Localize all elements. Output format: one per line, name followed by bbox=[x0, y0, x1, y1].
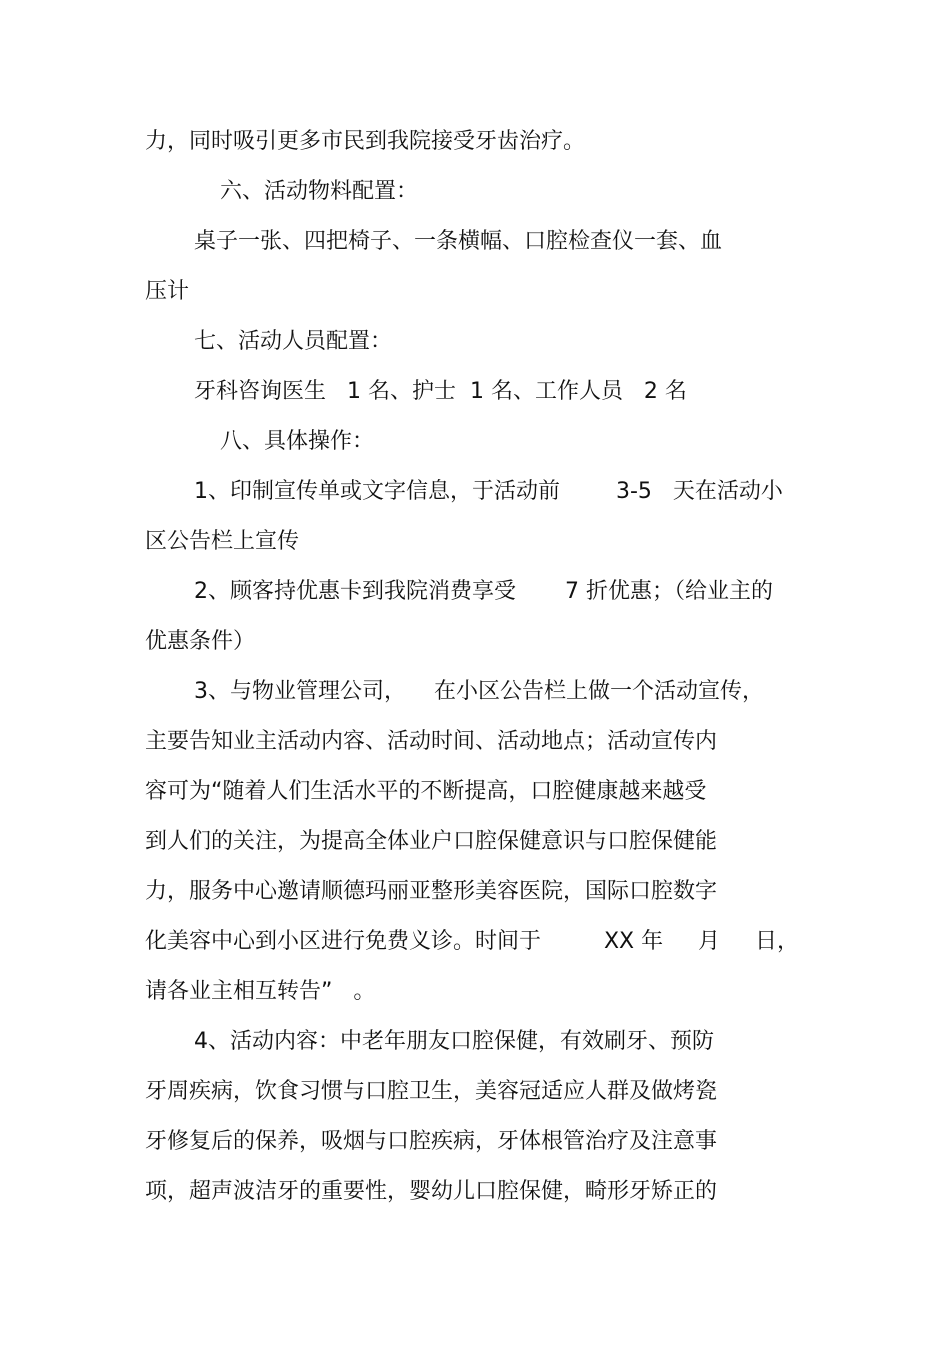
section-heading-7: 七、活动人员配置： bbox=[194, 329, 393, 354]
section-heading-6: 六、活动物料配置： bbox=[220, 179, 419, 204]
text-line-9: 区公告栏上宣传 bbox=[145, 529, 300, 554]
text-line-13: 主要告知业主活动内容、活动时间、活动地点；活动宣传内 bbox=[145, 729, 718, 754]
text-line-20: 牙周疾病，饮食习惯与口腔卫生，美容冠适应人群及做烤瓷 bbox=[145, 1079, 718, 1104]
text-line-22: 项，超声波洁牙的重要性，婴幼儿口腔保健，畸形牙矫正的 bbox=[145, 1179, 718, 1204]
text-line-14: 容可为“随着人们生活水平的不断提高，口腔健康越来越受 bbox=[145, 779, 707, 804]
text-line-21: 牙修复后的保养，吸烟与口腔疾病，牙体根管治疗及注意事 bbox=[145, 1129, 718, 1154]
text-line-1: 力，同时吸引更多市民到我院接受牙齿治疗。 bbox=[145, 129, 586, 154]
text-line-11: 优惠条件） bbox=[145, 629, 256, 654]
text-line-3: 桌子一张、四把椅子、一条横幅、口腔检查仪一套、血 bbox=[194, 229, 723, 254]
text-line-17: 化美容中心到小区进行免费义诊。时间于 XX 年 月 日， bbox=[145, 929, 800, 954]
text-line-19: 4、活动内容：中老年朋友口腔保健，有效刷牙、预防 bbox=[194, 1029, 714, 1054]
section-heading-8: 八、具体操作： bbox=[220, 429, 375, 454]
text-line-18: 请各业主相互转告” 。 bbox=[145, 979, 376, 1004]
text-line-4: 压计 bbox=[145, 279, 190, 304]
text-line-15: 到人们的关注，为提高全体业户口腔保健意识与口腔保健能 bbox=[145, 829, 718, 854]
text-line-6: 牙科咨询医生 1 名、护士 1 名、工作人员 2 名 bbox=[194, 379, 687, 404]
text-line-10: 2、顾客持优惠卡到我院消费享受 7 折优惠；（给业主的 bbox=[194, 579, 773, 604]
text-line-12: 3、与物业管理公司， 在小区公告栏上做一个活动宣传， bbox=[194, 679, 764, 704]
text-line-8: 1、印制宣传单或文字信息，于活动前 3-5 天在活动小 bbox=[194, 479, 783, 504]
text-line-16: 力，服务中心邀请顺德玛丽亚整形美容医院，国际口腔数字 bbox=[145, 879, 718, 904]
